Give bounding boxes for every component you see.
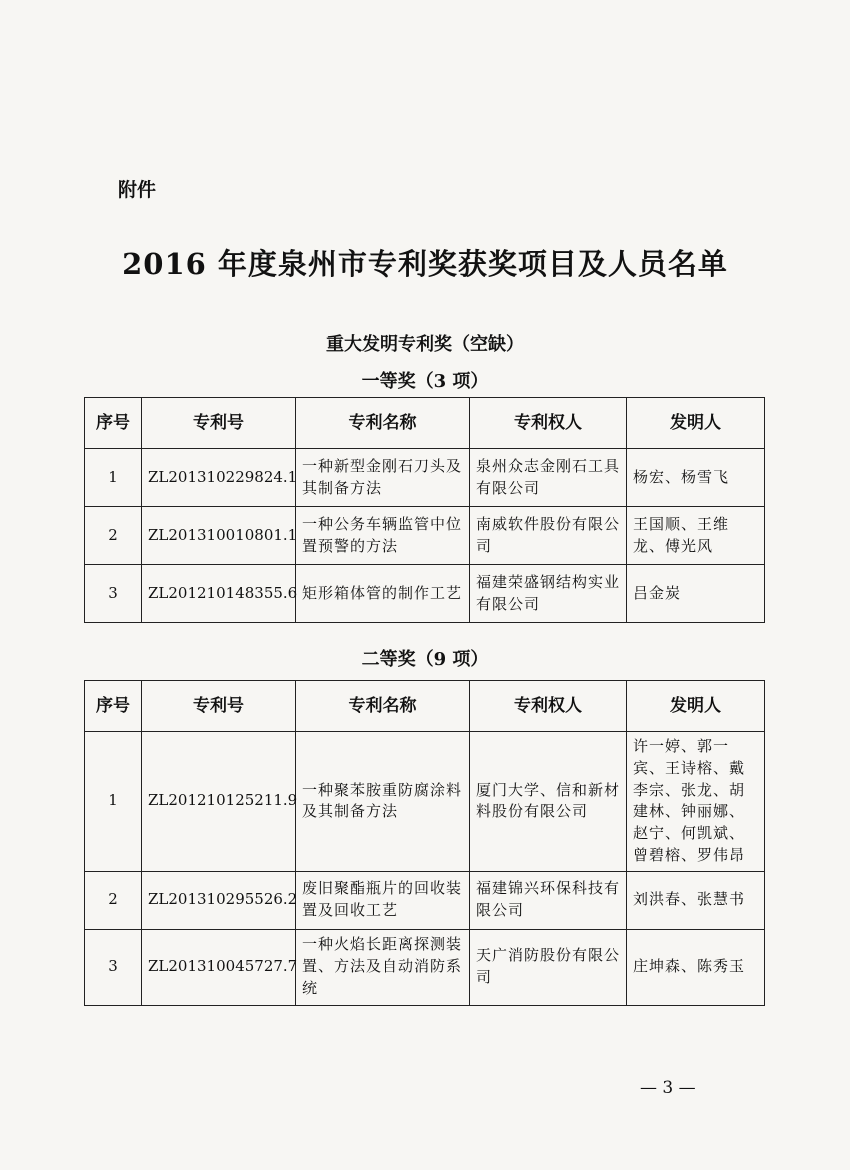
cell-patent: ZL201310229824.1 <box>142 449 296 507</box>
cell-no: 3 <box>85 929 142 1005</box>
cell-patent: ZL201310295526.2 <box>142 871 296 929</box>
cell-owner: 厦门大学、信和新材料股份有限公司 <box>470 732 627 872</box>
col-header-patent: 专利号 <box>142 398 296 449</box>
section-first-prize: 一等奖（3 项） <box>361 371 489 392</box>
table-header-row <box>85 398 765 449</box>
table-row <box>85 929 765 1005</box>
cell-owner: 天广消防股份有限公司 <box>470 929 627 1005</box>
cell-name: 一种火焰长距离探测装置、方法及自动消防系统 <box>296 929 470 1005</box>
table-row <box>85 449 765 507</box>
table-row <box>85 732 765 872</box>
cell-no: 2 <box>85 871 142 929</box>
table-row <box>85 871 765 929</box>
cell-patent: ZL201310045727.7 <box>142 929 296 1005</box>
cell-patent: ZL201210125211.9 <box>142 732 296 872</box>
cell-owner: 泉州众志金刚石工具有限公司 <box>470 449 627 507</box>
table-row <box>85 507 765 565</box>
cell-name: 一种聚苯胺重防腐涂料及其制备方法 <box>296 732 470 872</box>
page-title: 2016 年度泉州市专利奖获奖项目及人员名单 <box>122 247 728 281</box>
table-row <box>85 565 765 623</box>
col-header-owner: 专利权人 <box>470 398 627 449</box>
col-header-no: 序号 <box>85 681 142 732</box>
col-header-inventors: 发明人 <box>627 681 765 732</box>
col-header-owner: 专利权人 <box>470 681 627 732</box>
cell-name: 一种新型金刚石刀头及其制备方法 <box>296 449 470 507</box>
section-second-prize: 二等奖（9 项） <box>361 649 489 670</box>
cell-patent: ZL201210148355.6 <box>142 565 296 623</box>
cell-owner: 南威软件股份有限公司 <box>470 507 627 565</box>
cell-name: 矩形箱体管的制作工艺 <box>296 565 470 623</box>
col-header-name: 专利名称 <box>296 398 470 449</box>
cell-owner: 福建荣盛钢结构实业有限公司 <box>470 565 627 623</box>
col-header-no: 序号 <box>85 398 142 449</box>
cell-no: 2 <box>85 507 142 565</box>
cell-inventors: 庄坤森、陈秀玉 <box>627 929 765 1005</box>
cell-name: 废旧聚酯瓶片的回收装置及回收工艺 <box>296 871 470 929</box>
cell-inventors: 王国顺、王维龙、傅光风 <box>627 507 765 565</box>
cell-no: 1 <box>85 732 142 872</box>
page-number: — 3 — <box>640 1078 696 1098</box>
cell-inventors: 许一婷、郭一宾、王诗榕、戴李宗、张龙、胡建林、钟丽娜、赵宁、何凯斌、曾碧榕、罗伟昂 <box>627 732 765 872</box>
col-header-inventors: 发明人 <box>627 398 765 449</box>
cell-name: 一种公务车辆监管中位置预警的方法 <box>296 507 470 565</box>
attachment-label: 附件 <box>118 179 157 201</box>
table-header-row <box>85 681 765 732</box>
cell-no: 3 <box>85 565 142 623</box>
second-prize-table <box>84 680 765 1006</box>
cell-inventors: 刘洪春、张慧书 <box>627 871 765 929</box>
cell-inventors: 吕金炭 <box>627 565 765 623</box>
section-major-invention: 重大发明专利奖（空缺） <box>326 334 524 355</box>
cell-inventors: 杨宏、杨雪飞 <box>627 449 765 507</box>
first-prize-table <box>84 397 765 623</box>
cell-owner: 福建锦兴环保科技有限公司 <box>470 871 627 929</box>
cell-no: 1 <box>85 449 142 507</box>
cell-patent: ZL201310010801.1 <box>142 507 296 565</box>
col-header-name: 专利名称 <box>296 681 470 732</box>
col-header-patent: 专利号 <box>142 681 296 732</box>
